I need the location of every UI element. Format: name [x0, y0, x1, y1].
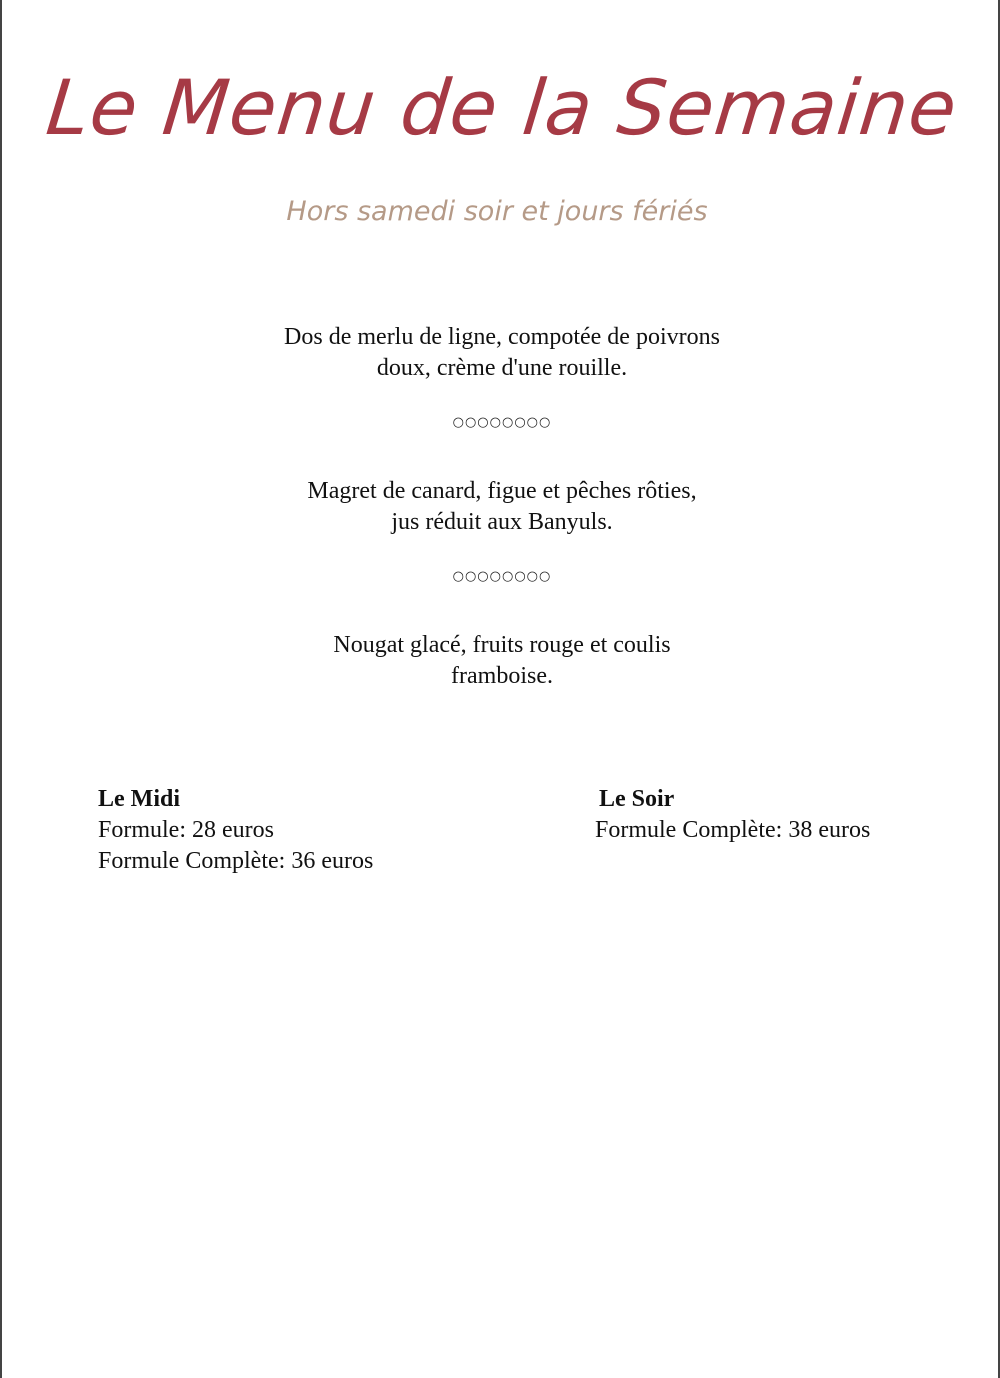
main-line-2: jus réduit aux Banyuls.	[391, 509, 613, 535]
midi-formule: Formule: 28 euros	[98, 817, 274, 843]
starter-line-2: doux, crème d'une rouille.	[376, 355, 628, 381]
page-subtitle: Hors samedi soir et jours fériés	[286, 196, 708, 227]
separator-2: ○○○○○○○○	[452, 569, 552, 584]
page-title: Le Menu de la Semaine	[42, 63, 962, 152]
starter-dish	[2, 322, 1000, 384]
dessert-line-2: framboise.	[451, 663, 553, 689]
dessert-line-1: Nougat glacé, fruits rouge et coulis	[333, 632, 671, 658]
midi-heading: Le Midi	[98, 786, 180, 812]
soir-heading: Le Soir	[599, 786, 675, 812]
starter-line-1: Dos de merlu de ligne, compotée de poivrons	[284, 324, 720, 350]
midi-formule-complete: Formule Complète: 36 euros	[98, 848, 374, 874]
pricing-soir	[595, 784, 870, 846]
main-line-1: Magret de canard, figue et pêches rôties,	[307, 478, 697, 504]
dessert-dish	[2, 630, 1000, 692]
separator-1: ○○○○○○○○	[452, 415, 552, 430]
pricing-midi	[98, 784, 373, 877]
soir-formule-complete: Formule Complète: 38 euros	[595, 817, 871, 843]
main-dish	[2, 476, 1000, 538]
